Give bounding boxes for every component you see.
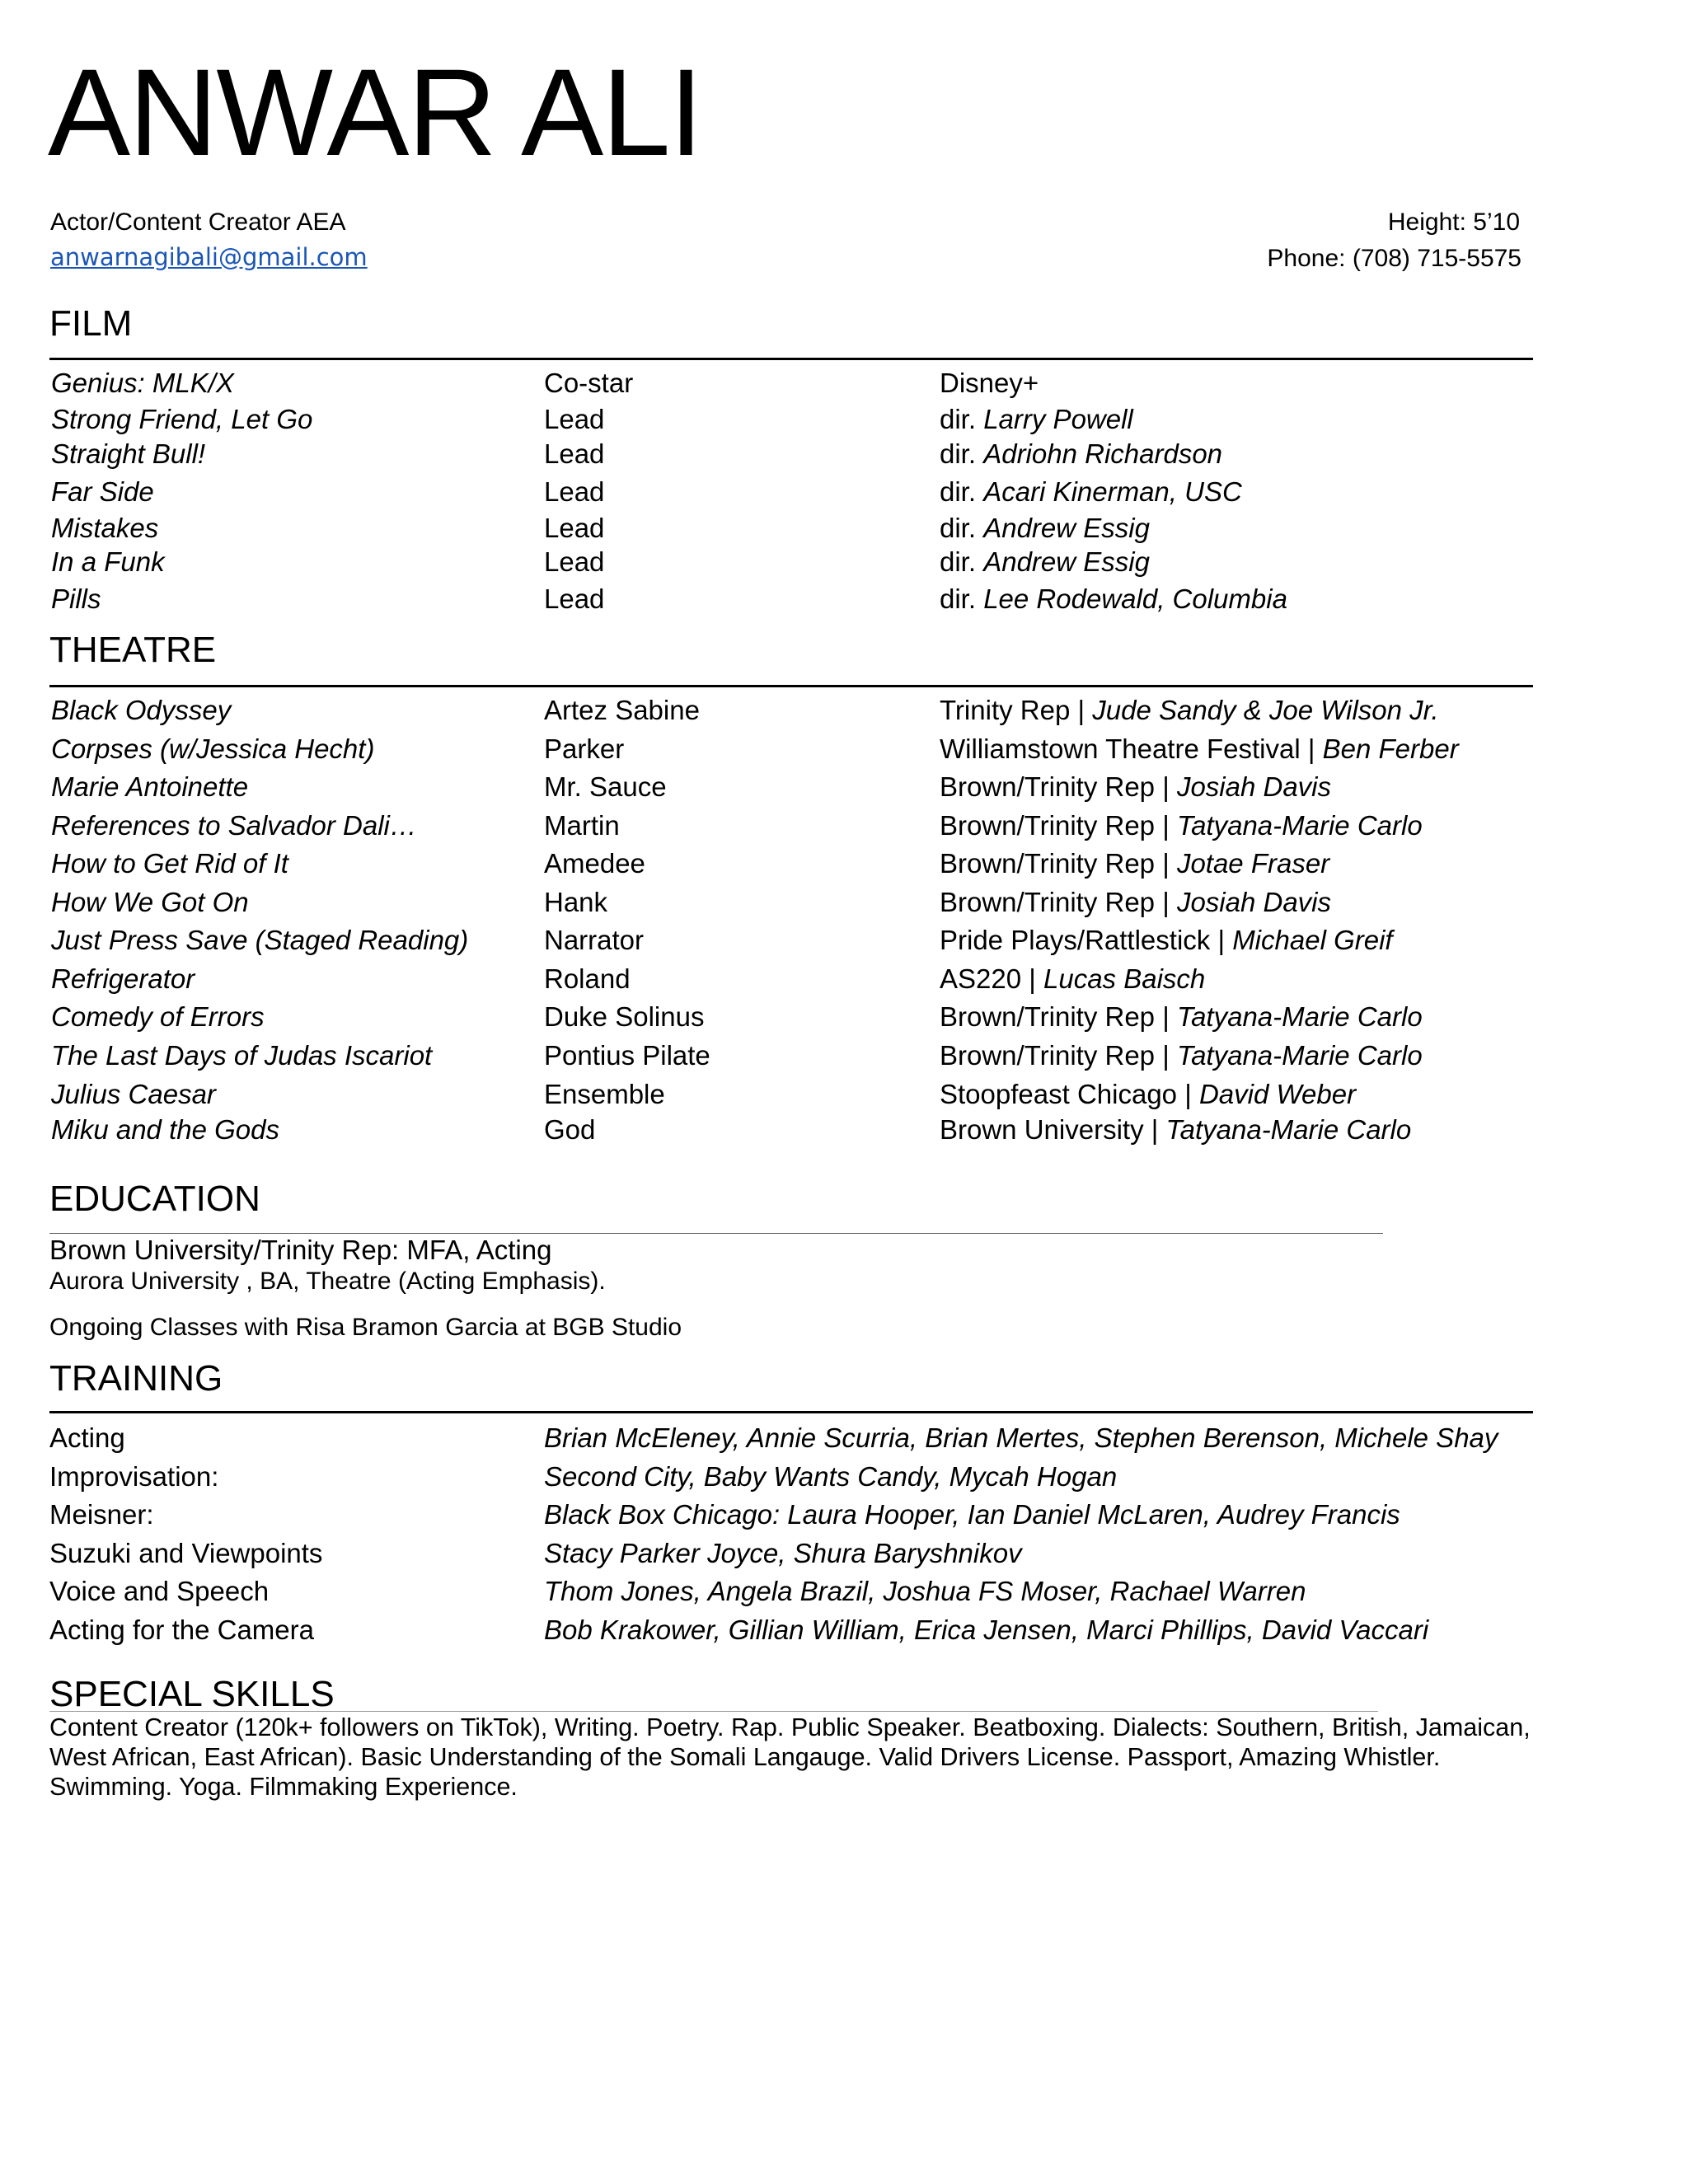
film-heading: FILM [49, 303, 133, 344]
film-row [0, 474, 1688, 510]
theatre-role: God [544, 1114, 596, 1145]
theatre-row [0, 1076, 1688, 1113]
training-area: Improvisation: [49, 1461, 219, 1492]
theatre-title: Comedy of Errors [51, 1001, 265, 1032]
training-area: Suzuki and Viewpoints [49, 1538, 323, 1568]
film-credit-text: dir. [940, 404, 984, 434]
theatre-role: Mr. Sauce [544, 771, 667, 802]
training-teachers: Stacy Parker Joyce, Shura Baryshnikov [544, 1538, 1022, 1568]
theatre-venue: Trinity Rep | [940, 695, 1093, 725]
theatre-role: Martin [544, 810, 620, 841]
theatre-title: Corpses (w/Jessica Hecht) [51, 733, 375, 764]
film-title: Genius: MLK/X [51, 368, 234, 398]
film-credit-text: dir. [940, 476, 984, 507]
theatre-director: Tatyana-Marie Carlo [1176, 1040, 1423, 1071]
training-row [0, 1612, 1688, 1648]
film-row [0, 510, 1688, 546]
film-role: Co-star [544, 368, 634, 398]
theatre-role: Hank [544, 887, 608, 917]
film-role: Lead [544, 513, 605, 543]
theatre-title: Julius Caesar [51, 1079, 216, 1109]
actor-name: ANWAR ALI [48, 43, 702, 181]
film-credit-text: dir. [940, 438, 984, 469]
theatre-credit [940, 884, 1331, 921]
theatre-row [0, 961, 1688, 997]
film-role: Lead [544, 438, 605, 469]
theatre-director: Josiah Davis [1176, 771, 1332, 802]
film-title: Pills [51, 583, 101, 614]
film-row [0, 581, 1688, 617]
theatre-credit [940, 808, 1423, 844]
theatre-role: Roland [544, 963, 631, 994]
theatre-credit [940, 1076, 1356, 1113]
film-credit-text: dir. [940, 513, 984, 543]
film-director: Adriohn Richardson [983, 438, 1223, 469]
training-heading: TRAINING [49, 1358, 223, 1399]
theatre-title: The Last Days of Judas Iscariot [51, 1040, 433, 1071]
height-info: Height: 5’10 [1387, 209, 1520, 236]
theatre-credit [940, 692, 1439, 729]
film-title: Straight Bull! [51, 438, 206, 469]
theatre-row [0, 1112, 1688, 1148]
education-line: Aurora University , BA, Theatre (Acting Emphasis). [49, 1268, 606, 1295]
theatre-credit [940, 846, 1329, 882]
role-line: Actor/Content Creator AEA [50, 209, 346, 236]
film-credit [940, 474, 1242, 510]
theatre-venue: Brown/Trinity Rep | [940, 810, 1177, 841]
theatre-credit [940, 769, 1331, 805]
theatre-venue: Brown/Trinity Rep | [940, 1001, 1177, 1032]
theatre-title: How to Get Rid of It [51, 848, 288, 879]
theatre-row [0, 999, 1688, 1035]
theatre-director: David Weber [1198, 1079, 1357, 1109]
theatre-row [0, 922, 1688, 958]
film-title: In a Funk [51, 546, 165, 577]
film-role: Lead [544, 546, 605, 577]
theatre-credit [940, 1038, 1423, 1074]
theatre-director: Jotae Fraser [1176, 848, 1330, 879]
theatre-venue: Pride Plays/Rattlestick | [940, 925, 1233, 955]
theatre-title: Miku and the Gods [51, 1114, 279, 1145]
theatre-role: Ensemble [544, 1079, 665, 1109]
theatre-director: Michael Greif [1232, 925, 1393, 955]
skills-text: Content Creator (120k+ followers on TikTok), Writing. Poetry. Rap. Public Speaker. Beatboxing. Dialects: Southern, British, Jamaican, West African, East African). Basic Understanding of the Somali Langauge. Valid Drivers License. Passport, Amazing Whistler. Swimming. Yoga. Filmmaking Experience. [49, 1713, 1531, 1801]
film-credit-text: dir. [940, 583, 984, 614]
theatre-credit [940, 731, 1459, 767]
education-divider [49, 1233, 1383, 1234]
film-credit-text: Disney+ [940, 368, 1039, 398]
theatre-title: Marie Antoinette [51, 771, 249, 802]
skills-heading: SPECIAL SKILLS [49, 1674, 335, 1714]
theatre-director: Tatyana-Marie Carlo [1176, 810, 1423, 841]
theatre-venue: Brown University | [940, 1114, 1166, 1145]
film-row [0, 544, 1688, 580]
training-area: Meisner: [49, 1499, 154, 1530]
theatre-credit [940, 1112, 1411, 1148]
training-teachers: Thom Jones, Angela Brazil, Joshua FS Moser, Rachael Warren [544, 1576, 1306, 1606]
theatre-director: Tatyana-Marie Carlo [1176, 1001, 1423, 1032]
film-divider [49, 358, 1533, 360]
film-role: Lead [544, 476, 605, 507]
theatre-role: Parker [544, 733, 625, 764]
email-link[interactable]: anwarnagibali@gmail.com [50, 243, 368, 271]
theatre-director: Josiah Davis [1176, 887, 1332, 917]
theatre-credit [940, 922, 1393, 958]
training-area: Voice and Speech [49, 1576, 270, 1606]
theatre-row [0, 769, 1688, 805]
film-role: Lead [544, 583, 605, 614]
training-row [0, 1459, 1688, 1495]
film-credit [940, 365, 1039, 401]
theatre-role: Artez Sabine [544, 695, 700, 725]
theatre-role: Duke Solinus [544, 1001, 705, 1032]
theatre-heading: THEATRE [49, 630, 217, 670]
training-row [0, 1535, 1688, 1572]
theatre-venue: Brown/Trinity Rep | [940, 887, 1177, 917]
theatre-director: Ben Ferber [1322, 733, 1459, 764]
theatre-credit [940, 961, 1205, 997]
film-row [0, 365, 1688, 401]
film-title: Strong Friend, Let Go [51, 404, 313, 434]
education-line: Brown University/Trinity Rep: MFA, Acting [49, 1235, 552, 1265]
training-teachers: Brian McEleney, Annie Scurria, Brian Mertes, Stephen Berenson, Michele Shay [544, 1422, 1498, 1453]
theatre-divider [49, 685, 1533, 687]
theatre-director: Lucas Baisch [1043, 963, 1206, 994]
film-credit [940, 436, 1222, 472]
film-row [0, 401, 1688, 438]
film-director: Lee Rodewald, Columbia [983, 583, 1287, 614]
film-director: Larry Powell [983, 404, 1133, 434]
training-area: Acting for the Camera [49, 1615, 314, 1645]
theatre-row [0, 808, 1688, 844]
theatre-venue: AS220 | [940, 963, 1043, 994]
film-credit [940, 401, 1133, 438]
training-row [0, 1573, 1688, 1610]
training-teachers: Second City, Baby Wants Candy, Mycah Hogan [544, 1461, 1118, 1492]
theatre-row [0, 1038, 1688, 1074]
theatre-role: Narrator [544, 925, 645, 955]
theatre-title: How We Got On [51, 887, 249, 917]
theatre-row [0, 731, 1688, 767]
theatre-venue: Stoopfeast Chicago | [940, 1079, 1199, 1109]
theatre-row [0, 692, 1688, 729]
film-director: Acari Kinerman, USC [983, 476, 1242, 507]
theatre-venue: Williamstown Theatre Festival | [940, 733, 1323, 764]
film-director: Andrew Essig [983, 546, 1150, 577]
training-area: Acting [49, 1422, 125, 1453]
training-row [0, 1420, 1688, 1456]
theatre-venue: Brown/Trinity Rep | [940, 1040, 1177, 1071]
training-row [0, 1497, 1688, 1533]
training-divider [49, 1411, 1533, 1413]
film-credit [940, 581, 1287, 617]
theatre-role: Amedee [544, 848, 645, 879]
theatre-role: Pontius Pilate [544, 1040, 710, 1071]
skills-divider [49, 1711, 1378, 1712]
theatre-row [0, 846, 1688, 882]
film-credit-text: dir. [940, 546, 984, 577]
theatre-director: Tatyana-Marie Carlo [1165, 1114, 1412, 1145]
theatre-credit [940, 999, 1423, 1035]
education-heading: EDUCATION [49, 1179, 260, 1219]
training-teachers: Black Box Chicago: Laura Hooper, Ian Daniel McLaren, Audrey Francis [544, 1499, 1400, 1530]
theatre-title: References to Salvador Dali… [51, 810, 417, 841]
film-title: Mistakes [51, 513, 159, 543]
theatre-title: Black Odyssey [51, 695, 232, 725]
film-credit [940, 544, 1150, 580]
film-credit [940, 510, 1150, 546]
training-teachers: Bob Krakower, Gillian William, Erica Jensen, Marci Phillips, David Vaccari [544, 1615, 1429, 1645]
theatre-row [0, 884, 1688, 921]
phone-info: Phone: (708) 715-5575 [1267, 245, 1522, 272]
theatre-title: Just Press Save (Staged Reading) [51, 925, 469, 955]
theatre-venue: Brown/Trinity Rep | [940, 771, 1177, 802]
film-title: Far Side [51, 476, 154, 507]
film-director: Andrew Essig [983, 513, 1150, 543]
theatre-director: Jude Sandy & Joe Wilson Jr. [1092, 695, 1439, 725]
theatre-title: Refrigerator [51, 963, 195, 994]
education-line: Ongoing Classes with Risa Bramon Garcia at BGB Studio [49, 1314, 682, 1341]
film-row [0, 436, 1688, 472]
film-role: Lead [544, 404, 605, 434]
theatre-venue: Brown/Trinity Rep | [940, 848, 1177, 879]
